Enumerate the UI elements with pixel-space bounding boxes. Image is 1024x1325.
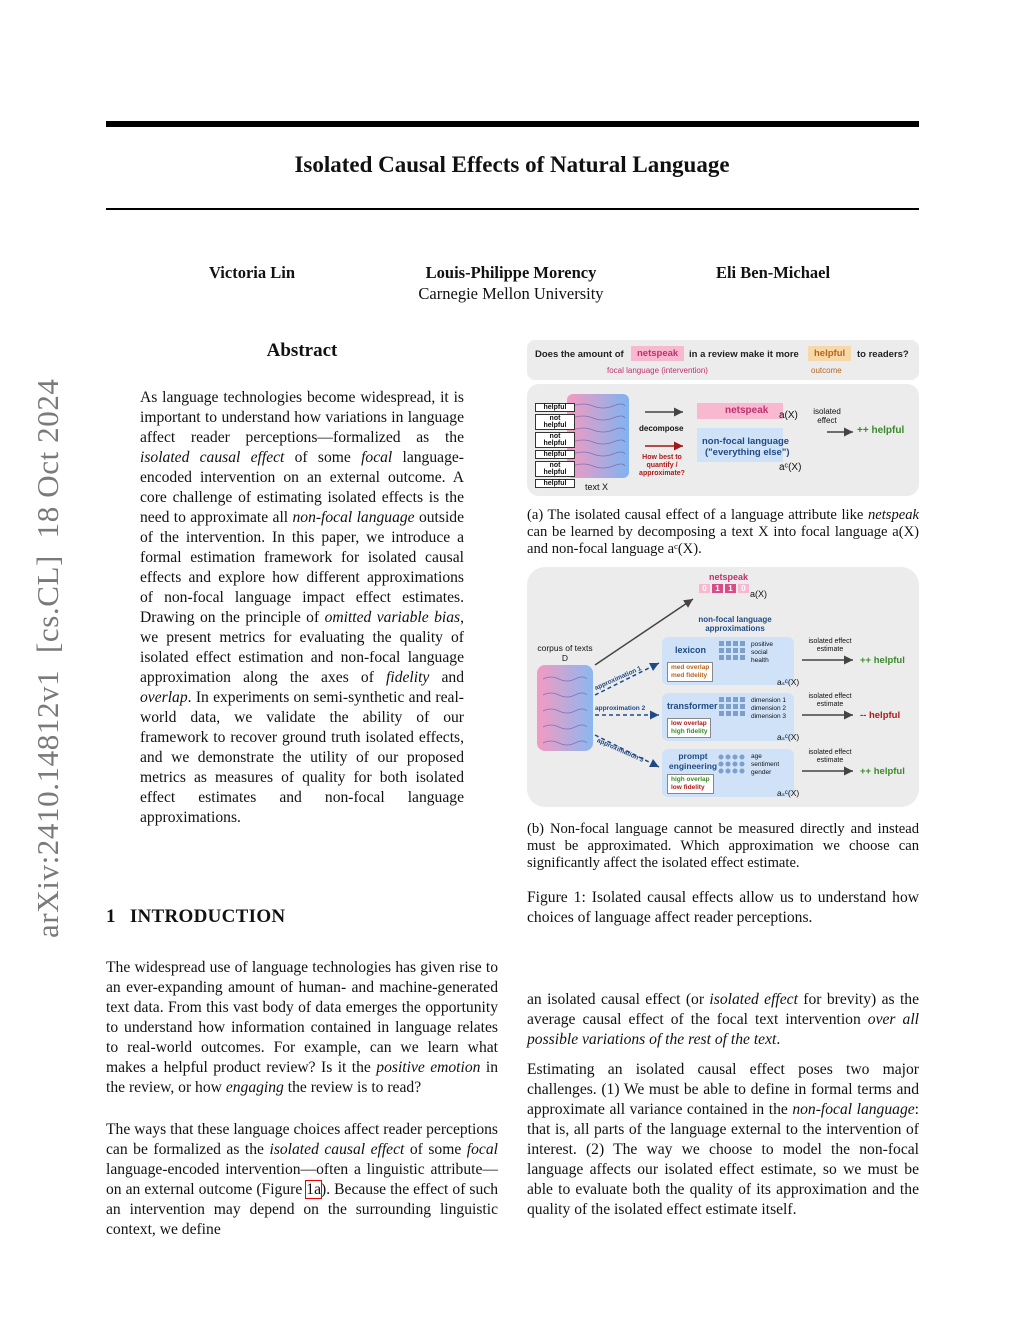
abstract-heading: Abstract <box>266 340 338 361</box>
figure-1b-diagram: netspeak 0 1 1 0 a(X) non-focal language approximations corpus of texts D approximation 1 approximation 2 approximation 3 lexicon med overlap med fidelity positive social health aₛᶜ(X) transformer low overlap high fidelity dimension 1 dimension 2 dimension 3 aₛᶜ(X) prompt engineering high overlap low fidelity age sentiment gender aₛᶜ(X) isolated effect estimate ++ helpful isolated effect estimate -- helpful isolated effect estimate ++ helpful <box>527 567 919 807</box>
transformer-quality: low overlap high fidelity <box>667 718 711 738</box>
lexicon-quality: med overlap med fidelity <box>667 662 713 682</box>
figure-1b-caption: (b) Non-focal language cannot be measured directly and instead must be approximated. Which approximation we choose can significantly affect the isolated effect estimate. <box>527 821 919 871</box>
affiliation: Carnegie Mellon University <box>418 284 604 303</box>
text-block <box>567 394 629 478</box>
arxiv-stamp <box>22 353 65 953</box>
lexicon-dims: positive social health <box>751 641 774 664</box>
top-rule <box>106 121 919 127</box>
figure-1a-caption: (a) The isolated causal effect of a language attribute like netspeak can be learned by decomposing a text X into focal language a(X) and non-focal language aᶜ(X). <box>527 507 919 557</box>
author-1: Victoria Lin <box>208 263 295 282</box>
figure-1-caption: Figure 1: Isolated causal effects allow us to understand how choices of language affect reader perceptions. <box>527 889 919 926</box>
figure-1a-question: Does the amount of netspeak in a review make it more helpful to readers? focal language (intervention) outcome <box>527 340 919 380</box>
transformer-dims: dimension 1 dimension 2 dimension 3 <box>751 697 787 720</box>
estimate-3: ++ helpful <box>860 766 905 777</box>
intro-paragraph-4: Estimating an isolated causal effect poses two major challenges. (1) We must be able to define in formal terms and approximate all variance contained in the non-focal language: that is, all parts of the language external to the intervention of interest. (2) The way we choose to model the non-focal language affects our isolated effect estimate, so we must be able to evaluate both the quality of its approximation and the quality of the isolated effect estimate itself. <box>527 1061 920 1218</box>
author-2: Louis-Philippe Morency <box>425 263 597 282</box>
estimate-2: -- helpful <box>860 710 901 721</box>
title-rule <box>106 208 919 210</box>
author-3: Eli Ben-Michael <box>715 263 831 282</box>
review-labels: helpful not helpful not helpful helpful not helpful helpful <box>535 403 571 488</box>
prompt-quality: high overlap low fidelity <box>667 774 714 794</box>
section-heading: 1 INTRODUCTION <box>106 906 286 927</box>
figure-1a-link[interactable]: 1a <box>306 1181 321 1198</box>
prompt-dims: age sentiment gender <box>751 753 780 776</box>
approx-1-arrow <box>595 663 659 695</box>
estimate-1: ++ helpful <box>860 655 905 666</box>
intro-paragraph-1: The widespread use of language technologies has given rise to an ever-expanding amount of human- and machine-generated text data. From this vast body of data emerges the opportunity to understand how information contained in language relates to real-world outcomes. For example, can we learn what makes a helpful product review? Is it the positive emotion in the review, or how engaging the review is to read? <box>106 959 499 1096</box>
intro-paragraph-3: an isolated causal effect (or isolated effect for brevity) as the average causal effect of the focal text intervention over all possible variations of the rest of the text. <box>527 991 919 1048</box>
abstract-body: As language technologies become widespread, it is important to understand how variations in language affect reader perceptions—formalized as the isolated causal effect of some focal language-encoded intervention on an external outcome. A core challenge of estimating isolated effects is the need to approximate all non-focal language outside of the intervention. In this paper, we introduce a formal estimation framework for isolated causal effects and explore how different approximations of non-focal language impact effect estimates. Drawing on the principle of omitted variable bias, we present metrics for evaluating the quality of isolated effect estimation and non-focal language approximation along the axes of fidelity and overlap. In experiments on semi-synthetic and real-world data, we validate the ability of our framework to recover ground truth isolated effects, and we demonstrate the utility of our proposed metrics as measures of quality for both isolated effect estimates and non-focal language approximations. <box>140 389 464 826</box>
intro-paragraph-2: The ways that these language choices affect reader perceptions can be formalized as the isolated causal effect of some focal language-encoded intervention—often a linguistic attribute—on an external outcome (Figure 1a). Because the effect of such an intervention may depend on the surrounding linguistic context, we define <box>106 1121 499 1238</box>
netspeak-bits: 0 1 1 0 <box>699 584 749 593</box>
figure-1a-diagram: helpful not helpful not helpful helpful not helpful helpful text X decompose How best to quantify / approximate? netspeak a(X) non-focal language ("everything else") aᶜ(X) isolated effect ++ helpful <box>527 384 919 496</box>
arxiv-id: arXiv:2410.14812v1 [cs.CL] 18 Oct 2024 <box>30 378 65 938</box>
paper-title: Isolated Causal Effects of Natural Language <box>294 152 730 177</box>
